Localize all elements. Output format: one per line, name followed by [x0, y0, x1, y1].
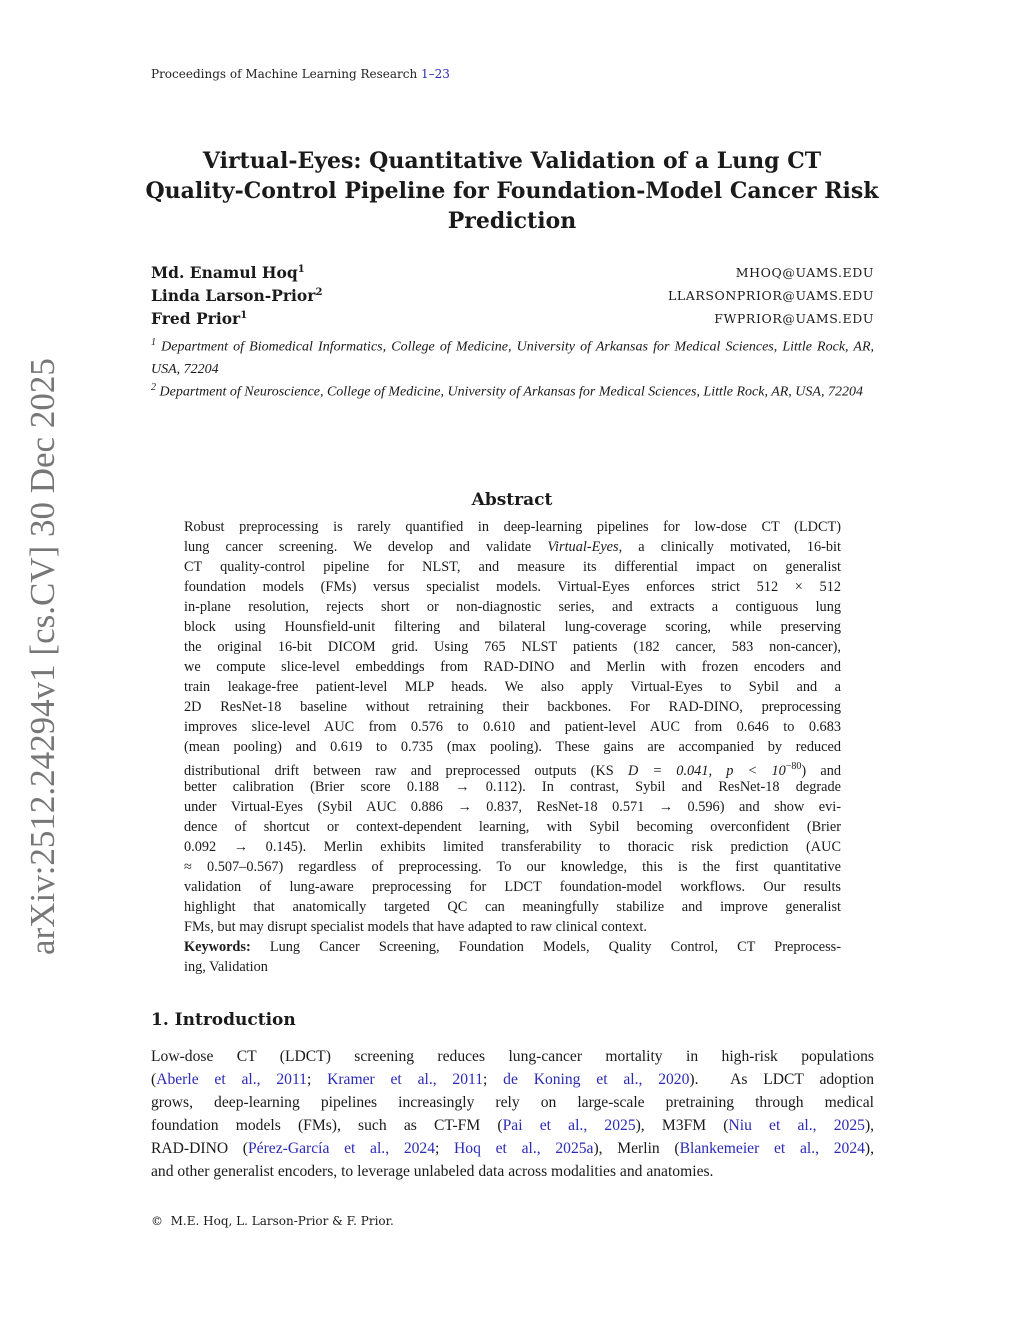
- author-email[interactable]: FWPRIOR@UAMS.EDU: [714, 311, 874, 326]
- citation-link[interactable]: Hoq et al., 2025a: [454, 1140, 594, 1157]
- author-name: Fred Prior$^1$: [151, 309, 248, 328]
- abstract-body: Robust preprocessing is rarely quantified in deep-learning pipelines for low-dose CT (LDCT) lung cancer screening. We develop and validate Virtual-Eyes, a clinically motivated, 16-bit CT quality-control pipeline for NLST, and measure its differential impact on generalist foundation models (FMs) versus specialist models. Virtual-Eyes enforces strict 512 × 512 in-plane resolution, rejects short or non-diagnostic series, and extracts a contiguous lung block using Hounsfield-unit filtering and bilateral lung-coverage scoring, while preserving the original 16-bit DICOM grid. Using 765 NLST patients (182 cancer, 583 non-cancer), we compute slice-level embeddings from RAD-DINO and Merlin with frozen encoders and train leakage-free patient-level MLP heads. We also apply Virtual-Eyes to Sybil and a 2D ResNet-18 baseline without retraining their backbones. For RAD-DINO, preprocessing improves slice-level AUC from 0.576 to 0.610 and patient-level AUC from 0.646 to 0.683 (mean pooling) and 0.619 to 0.735 (max pooling). These gains are accompanied by reduced distributional drift between raw and preprocessed outputs (KS D = 0.041, $p < 10^{-80}$) and better calibration (Brier score 0.188 → 0.112). In contrast, Sybil and ResNet-18 degrade under Virtual-Eyes (Sybil AUC 0.886 → 0.837, ResNet-18 0.571 → 0.596) and show evi- dence of shortcut or context-dependent learning, with Sybil becoming overconfident (Brier 0.092 → 0.145). Merlin exhibits limited transferability to thoracic risk prediction (AUC ≈ 0.507–0.567) regardless of preprocessing. To our knowledge, this is the first quantitative validation of lung-aware preprocessing for LDCT foundation-model workflows. Our results highlight that anatomically targeted QC can meaningfully stabilize and improve generalist FMs, but may disrupt specialist models that have adapted to raw clinical context. Keywords: Lung Cancer Screening, Foundation Models, Quality Control, CT Preprocess- ing, Validation: [184, 519, 841, 975]
- footer-copyright: [151, 1214, 394, 1228]
- citation-link[interactable]: Pérez-García et al., 2024: [248, 1140, 435, 1157]
- citation-link[interactable]: de Koning et al., 2020: [503, 1071, 690, 1088]
- paper-title: [140, 146, 884, 236]
- footer-text: M.E. Hoq, L. Larson-Prior & F. Prior.: [170, 1214, 394, 1228]
- intro-paragraph: Low-dose CT (LDCT) screening reduces lung-cancer mortality in high-risk populations (Aberle et al., 2011; Kramer et al., 2011; de Koning et al., 2020). As LDCT adoption grows, deep-learning pipelines increasingly rely on large-scale pretraining through medical foundation models (FMs), such as CT-FM (Pai et al., 2025), M3FM (Niu et al., 2025), RAD-DINO (Pérez-García et al., 2024; Hoq et al., 2025a), Merlin (Blankemeier et al., 2024), and other generalist encoders, to leverage unlabeled data across modalities and anatomies.: [151, 1048, 875, 1180]
- author-email[interactable]: MHOQ@UAMS.EDU: [735, 265, 874, 280]
- author-email[interactable]: LLARSONPRIOR@UAMS.EDU: [667, 288, 874, 303]
- title-line: Prediction: [447, 208, 577, 234]
- author-row: [151, 286, 874, 309]
- affiliation: $^2$ Department of Neuroscience, College of Medicine, University of Arkansas for Medical Sciences, Little Rock, AR, USA, 72204: [151, 382, 863, 400]
- citation-link[interactable]: Pai et al., 2025: [502, 1117, 636, 1134]
- citation-link[interactable]: Blankemeier et al., 2024: [679, 1140, 865, 1157]
- keywords: Keywords: Lung Cancer Screening, Foundation Models, Quality Control, CT Preprocess-: [184, 939, 841, 955]
- affiliation: $^1$ Department of Biomedical Informatics, College of Medicine, University of Arkansas for Medical Sciences, Little Rock, AR, USA, 72204: [151, 337, 875, 378]
- title-line: Quality-Control Pipeline for Foundation-Model Cancer Risk: [145, 178, 879, 204]
- running-head-text: Proceedings of Machine Learning Research: [151, 67, 418, 81]
- citation-link[interactable]: Aberle et al., 2011: [156, 1071, 307, 1088]
- page-range-link[interactable]: 1–23: [421, 67, 450, 81]
- author-name: Md. Enamul Hoq$^1$: [151, 263, 305, 282]
- citation-link[interactable]: Niu et al., 2025: [728, 1117, 865, 1134]
- copyright-icon: ©: [151, 1214, 163, 1228]
- citation-link[interactable]: Kramer et al., 2011: [327, 1071, 484, 1088]
- running-head: [151, 67, 450, 81]
- author-row: [151, 309, 874, 332]
- author-name: Linda Larson-Prior$^2$: [151, 286, 323, 305]
- title-line: Virtual-Eyes: Quantitative Validation of a Lung CT: [202, 148, 822, 174]
- abstract-heading: Abstract: [471, 490, 553, 510]
- section-heading: 1. Introduction: [151, 1010, 296, 1030]
- arxiv-identifier[interactable]: arXiv:2512.24294v1 [cs.CV] 30 Dec 2025: [23, 358, 62, 955]
- author-row: [151, 263, 874, 286]
